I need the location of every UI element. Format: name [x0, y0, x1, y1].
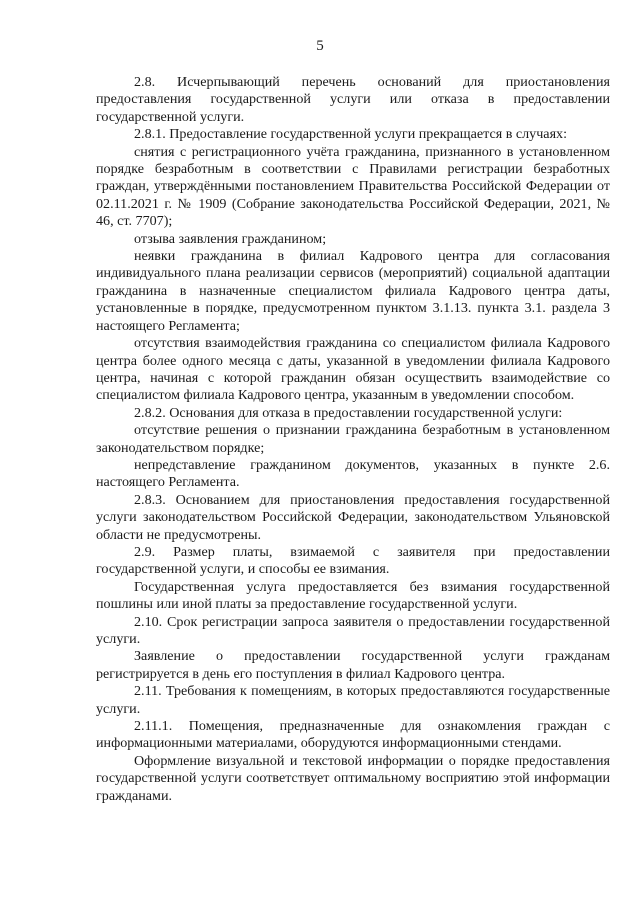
paragraph-2-9: 2.9. Размер платы, взимаемой с заявителя при предоставлении государственной услуги, и способы ее взимания. — [96, 543, 610, 578]
paragraph-2-8: 2.8. Исчерпывающий перечень оснований для приостановления предоставления государственной услуги или отказа в предоставлении государственной услуги. — [96, 74, 610, 125]
paragraph-2-11-1: 2.11.1. Помещения, предназначенные для ознакомления граждан с информационными материалами, оборудуются информационными стендами. — [96, 718, 610, 752]
paragraph-2-11: 2.11. Требования к помещениям, в которых предоставляются государственные услуги. — [96, 683, 610, 717]
paragraph-2-8-3: 2.8.3. Основанием для приостановления предоставления государственной услуги законодательством Российской Федерации, законодательством Ульяновской области не предусмотрены. — [96, 491, 610, 543]
paragraph-no-decision: отсутствие решения о признании гражданина безработным в установленном законодательством порядке; — [96, 422, 610, 456]
paragraph-no-documents: непредставление гражданином документов, указанных в пункте 2.6. настоящего Регламента. — [96, 456, 610, 491]
paragraph-free-of-charge: Государственная услуга предоставляется без взимания государственной пошлины или иной платы за предоставление государственной услуги. — [96, 578, 610, 613]
document-body — [96, 74, 610, 805]
paragraph-registration-day: Заявление о предоставлении государственной услуги гражданам регистрируется в день его поступления в филиал Кадрового центра. — [96, 648, 610, 682]
paragraph-withdrawal: отзыва заявления гражданином; — [134, 230, 327, 247]
paragraph-information-design: Оформление визуальной и текстовой информации о порядке предоставления государственной услуги соответствует оптимальному восприятию этой информации гражданами. — [96, 752, 610, 804]
paragraph-2-10: 2.10. Срок регистрации запроса заявителя о предоставлении государственной услуги. — [96, 613, 610, 647]
paragraph-no-interaction: отсутствия взаимодействия гражданина со специалистом филиала Кадрового центра более одного месяца с даты, указанной в уведомлении филиала Кадрового центра, начиная с которой гражданин обязан осуществить взаимодействие со специалистом филиала Кадрового центра, указанным в уведомлении способом. — [96, 335, 610, 404]
paragraph-2-8-2: 2.8.2. Основания для отказа в предоставлении государственной услуги: — [134, 404, 563, 421]
paragraph-2-8-1: 2.8.1. Предоставление государственной услуги прекращается в случаях: — [134, 126, 568, 143]
paragraph-non-appearance: неявки гражданина в филиал Кадрового центра для согласования индивидуального плана реализации сервисов (мероприятий) социальной адаптации гражданина в назначенные специалистом филиала Кадрового центра даты, установленные в порядке, предусмотренном пунктом 3.1.13. пункта 3.1. раздела 3 настоящего Регламента; — [96, 248, 610, 334]
page-number: 5 — [316, 38, 324, 54]
paragraph-deregistration: снятия с регистрационного учёта гражданина, признанного в установленном порядке безработным в соответствии с Правилами регистрации безработных граждан, утверждёнными постановлением Правительства Российской Федерации от 02.11.2021 г. № 1909 (Собрание законодательства Российской Федерации, 2021, № 46, ст. 7707); — [96, 143, 610, 230]
